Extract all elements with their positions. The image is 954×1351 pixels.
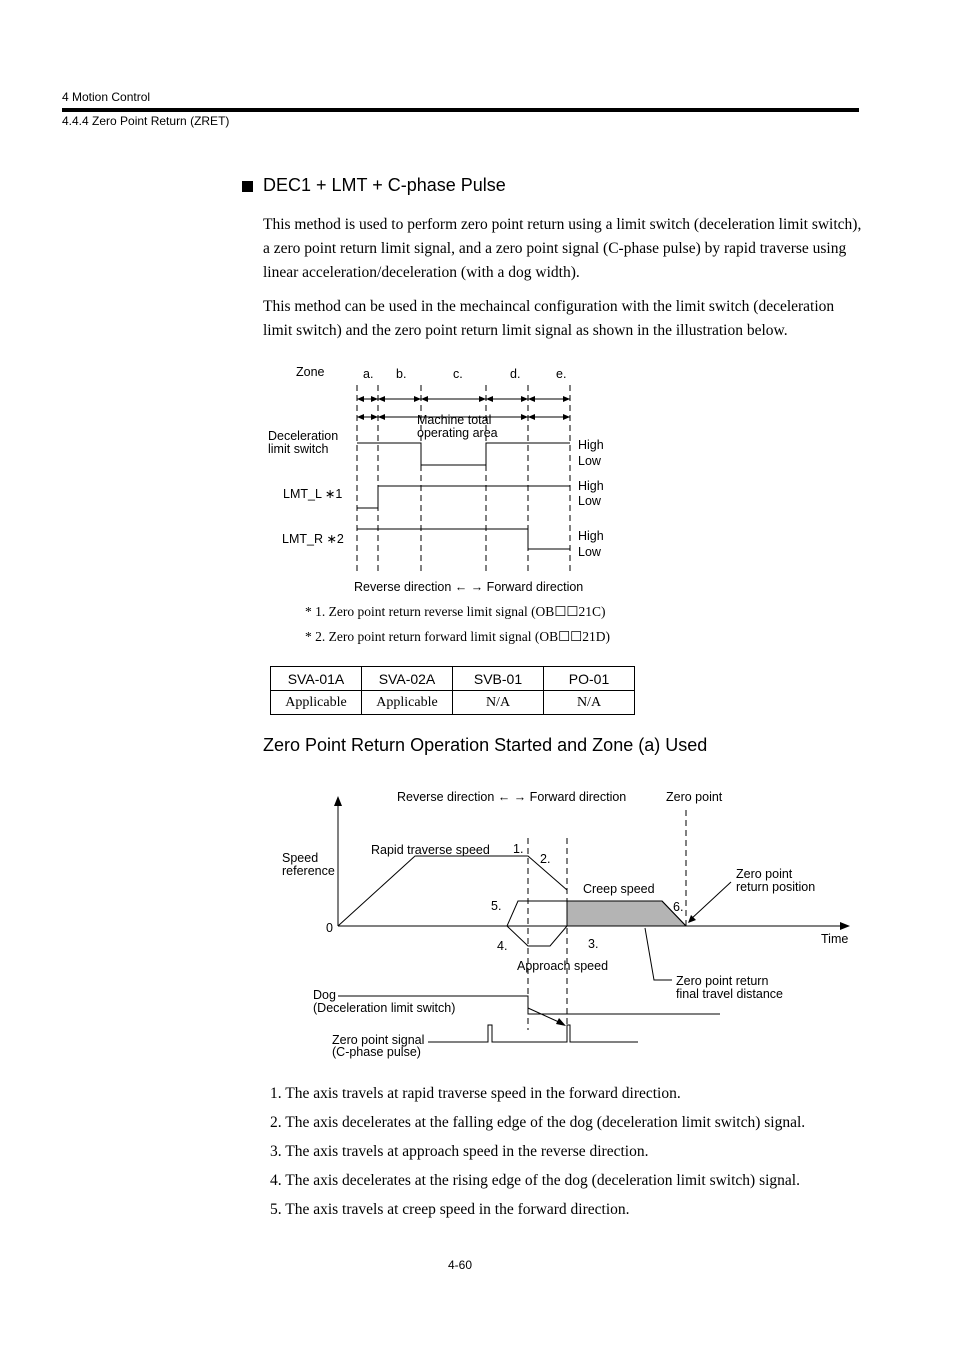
zone-b: b. bbox=[396, 367, 407, 381]
high-label-3: High bbox=[578, 529, 604, 543]
time-label: Time bbox=[821, 932, 849, 946]
table-header-cell: PO-01 bbox=[544, 667, 635, 691]
table-value-cell: N/A bbox=[544, 691, 635, 715]
zp-return-pos-line1: Zero point bbox=[736, 867, 793, 881]
zp-return-pos-line2: return position bbox=[736, 880, 816, 894]
table-value-cell: Applicable bbox=[271, 691, 362, 715]
zone-label: Zone bbox=[296, 365, 325, 379]
section-title-zone-a: Zero Point Return Operation Started and Zone (a) Used bbox=[263, 735, 708, 755]
lmt-r-label: LMT_R ∗2 bbox=[282, 532, 344, 546]
final-dist-line2: final travel distance bbox=[676, 987, 784, 1001]
step-label-4: 4. bbox=[497, 939, 508, 953]
dog-line2: (Deceleration limit switch) bbox=[313, 1001, 456, 1015]
list-item: 2. The axis decelerates at the falling edge of the dog (deceleration limit switch) signal. bbox=[270, 1114, 806, 1131]
speed-ref-line1: Speed bbox=[282, 851, 319, 865]
table-header-cell: SVA-01A bbox=[271, 667, 362, 691]
zone-c: c. bbox=[453, 367, 463, 381]
approach-speed-label: Approach speed bbox=[517, 959, 609, 973]
high-label-1: High bbox=[578, 438, 604, 452]
zone-signal-diagram bbox=[0, 0, 954, 620]
low-label-3: Low bbox=[578, 545, 601, 559]
final-dist-line1: Zero point return bbox=[676, 974, 769, 988]
low-label-2: Low bbox=[578, 494, 601, 508]
steps-list bbox=[270, 1082, 805, 1227]
creep-speed-label: Creep speed bbox=[583, 882, 655, 896]
list-item: 1. The axis travels at rapid traverse speed in the forward direction. bbox=[270, 1085, 681, 1102]
rapid-speed-label: Rapid traverse speed bbox=[371, 843, 490, 857]
speed-profile-diagram bbox=[0, 780, 954, 1070]
low-label-1: Low bbox=[578, 454, 601, 468]
list-item: 4. The axis decelerates at the rising edge of the dog (deceleration limit switch) signal. bbox=[270, 1172, 800, 1189]
step-label-1: 1. bbox=[513, 842, 524, 856]
page-number: 4-60 bbox=[448, 1258, 473, 1272]
header-chapter: 4 Motion Control bbox=[62, 90, 151, 104]
list-item: 5. The axis travels at creep speed in the forward direction. bbox=[270, 1201, 630, 1218]
step-label-6: 6. bbox=[673, 900, 684, 914]
zp-signal-line2: (C-phase pulse) bbox=[332, 1045, 421, 1059]
table-header-cell: SVA-02A bbox=[362, 667, 453, 691]
direction-label-2: Reverse direction ← → Forward direction bbox=[397, 790, 627, 804]
machine-area-line2: operating area bbox=[417, 426, 498, 440]
zone-a: a. bbox=[363, 367, 374, 381]
applicability-table bbox=[270, 666, 635, 715]
dog-line1: Dog bbox=[313, 988, 336, 1002]
table-value-cell: N/A bbox=[453, 691, 544, 715]
step-label-5: 5. bbox=[491, 899, 502, 913]
table-header-cell: SVB-01 bbox=[453, 667, 544, 691]
step-label-2: 2. bbox=[540, 852, 551, 866]
zone-d: d. bbox=[510, 367, 521, 381]
direction-label-1: Reverse direction ← → Forward direction bbox=[354, 580, 584, 594]
header-section: 4.4.4 Zero Point Return (ZRET) bbox=[62, 114, 230, 128]
machine-area-line1: Machine total bbox=[417, 413, 492, 427]
footnote-1: * 1. Zero point return reverse limit signal (OB☐☐21C) bbox=[305, 604, 606, 619]
footnote-2: * 2. Zero point return forward limit signal (OB☐☐21D) bbox=[305, 629, 611, 644]
decel-switch-line1: Deceleration bbox=[268, 429, 339, 443]
paragraph-1: This method is used to perform zero point return using a limit switch (deceleration limit switch), a zero point return limit signal, and a zero point signal (C-phase pulse) by rapid traverse using linear acceleration/deceleration (with a dog width). bbox=[263, 216, 862, 281]
step-label-3: 3. bbox=[588, 937, 599, 951]
lmt-l-label: LMT_L ∗1 bbox=[283, 487, 343, 501]
paragraph-2: This method can be used in the mechaincal configuration with the limit switch (deceleration limit switch) and the zero point return limit signal as shown in the illustration below. bbox=[263, 298, 835, 339]
zp-signal-line1: Zero point signal bbox=[332, 1033, 425, 1047]
zone-e: e. bbox=[556, 367, 567, 381]
zero-label: 0 bbox=[326, 921, 333, 935]
speed-ref-line2: reference bbox=[282, 864, 335, 878]
list-item: 3. The axis travels at approach speed in the reverse direction. bbox=[270, 1143, 649, 1160]
section-title-dec1: DEC1 + LMT + C-phase Pulse bbox=[263, 175, 506, 195]
table-value-cell: Applicable bbox=[362, 691, 453, 715]
decel-switch-line2: limit switch bbox=[268, 442, 329, 456]
high-label-2: High bbox=[578, 479, 604, 493]
zero-point-label: Zero point bbox=[666, 790, 723, 804]
